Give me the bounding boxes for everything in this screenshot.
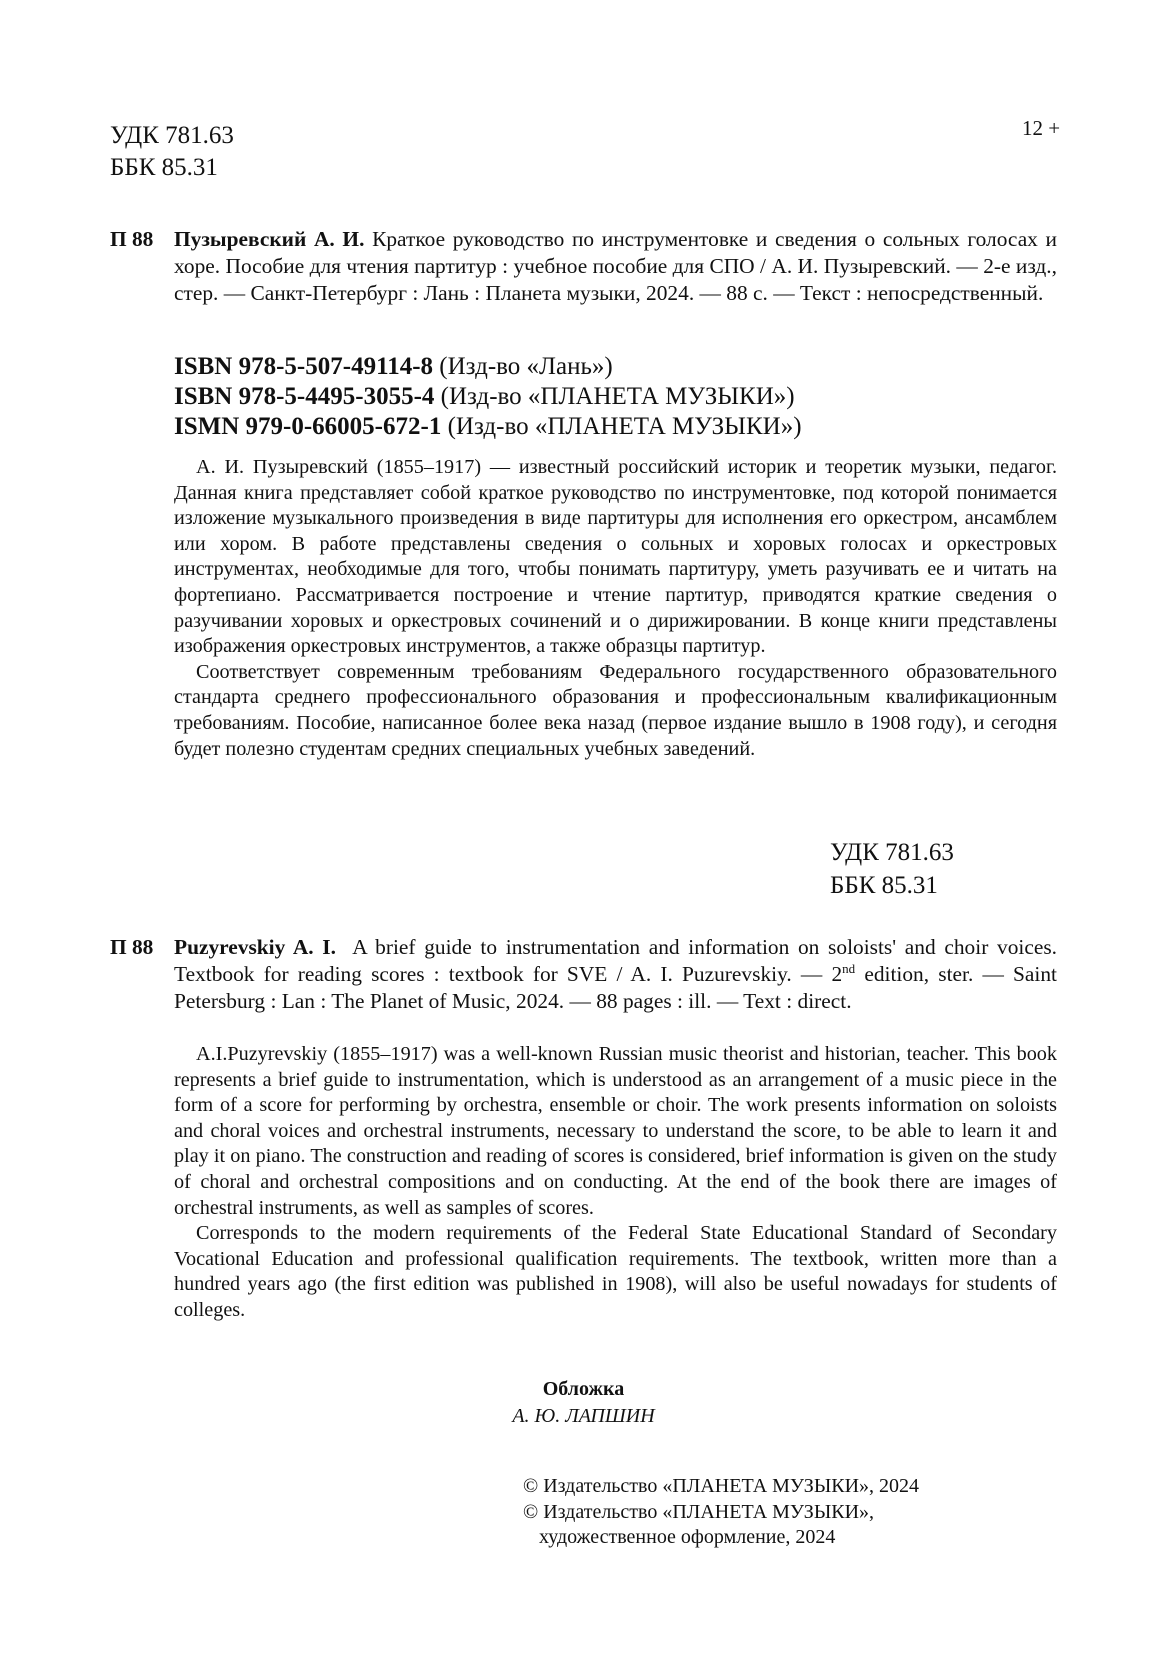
abstract-paragraph: А. И. Пузыревский (1855–1917) — известный российский историк и теоретик музыки, педагог. Данная книга представляет собой краткое руководство по инструментовке, под которой понимается изложение музыкального произведения в виде партитуры для исполнения его оркестром, ансамблем или хором. В работе представлены сведения о сольных и хоровых голосах и оркестровых инструментах, необходимые для того, чтобы понимать партитуру, уметь разучивать ее и читать на фортепиано. Рассматривается построение и чтение партитур, приводятся краткие сведения о разучивании хоровых и оркестровых сочинений и о дирижировании. В конце книги представлены изображения оркестровых инструментов, а также образцы партитур.: [174, 456, 1057, 658]
abstract-paragraph: Corresponds to the modern requirements of the Federal State Educational Standard of Secondary Vocational Education and professional qualification requirements. The textbook, written more than a hundred years ago (the first edition was published in 1908), will also be useful nowadays for students of colleges.: [174, 1222, 1057, 1321]
entry-description-rest: edition, ster. — Saint Petersburg : Lan : The Planet of Music, 2024. — 88 pages : ill. — Text : direct.: [174, 962, 1057, 1013]
classification-codes-repeat: [830, 836, 954, 902]
copyright-line: © Издательство «ПЛАНЕТА МУЗЫКИ»,: [523, 1500, 875, 1523]
russian-abstract: [174, 455, 1057, 762]
age-rating: 12 +: [1022, 116, 1061, 140]
ismn-publisher: (Изд-во «ПЛАНЕТА МУЗЫКИ»): [447, 413, 802, 440]
russian-bibliographic-entry: [110, 226, 1057, 307]
english-bibliographic-entry: [110, 934, 1057, 1015]
ismn-line: [174, 412, 802, 442]
isbn-publisher: (Изд-во «ПЛАНЕТА МУЗЫКИ»): [440, 383, 795, 410]
bbk-code: ББК 85.31: [110, 154, 218, 181]
entry-description: A brief guide to instrumentation and information on soloists' and choir voices. Textbook for reading scores : textbook for SVE / A. I. Puzurevskiy. — 2: [174, 935, 1057, 986]
isbn-code: ISBN 978-5-507-49114-8: [174, 353, 434, 380]
classification-codes: [110, 120, 234, 184]
isbn-line: [174, 382, 802, 412]
isbn-list: [174, 352, 802, 442]
entry-author: Пузыревский А. И.: [174, 227, 365, 251]
abstract-paragraph: A.I.Puzyrevskiy (1855–1917) was a well-known Russian music theorist and historian, teacher. This book represents a brief guide to instrumentation, which is understood as an arrangement of a music piece in the form of a score for performing by orchestra, ensemble or choir. The work presents information on soloists and choral voices and orchestral instruments, necessary to understand the score, to be able to learn it and play it on piano. The construction and reading of scores is considered, brief information is given on the study of choral and orchestral compositions and on conducting. At the end of the book there are images of orchestral instruments, as well as samples of scores.: [174, 1043, 1057, 1219]
entry-code: П 88: [110, 227, 154, 251]
copyright-notice: [523, 1474, 919, 1551]
isbn-code: ISBN 978-5-4495-3055-4: [174, 383, 435, 410]
isbn-publisher: (Изд-во «Лань»): [439, 353, 613, 380]
copyright-line: художественное оформление, 2024: [539, 1526, 836, 1548]
entry-author: Puzyrevskiy A. I.: [174, 935, 336, 959]
ordinal-suffix: nd: [842, 960, 856, 976]
entry-code: П 88: [110, 935, 154, 959]
bbk-code: ББК 85.31: [830, 872, 938, 899]
copyright-line: © Издательство «ПЛАНЕТА МУЗЫКИ», 2024: [523, 1475, 920, 1497]
udk-code: УДК 781.63: [110, 122, 234, 149]
abstract-paragraph: Соответствует современным требованиям Федерального государственного образовательного стандарта среднего профессионального образования и профессиональным квалификационным требованиям. Пособие, написанное более века назад (первое издание вышло в 1908 году), и сегодня будет полезно студентам средних специальных учебных заведений.: [174, 660, 1057, 760]
cover-credit-name: А. Ю. ЛАПШИН: [512, 1405, 655, 1427]
cover-credit-title: Обложка: [542, 1378, 625, 1400]
english-abstract: [174, 1042, 1057, 1324]
entry-description: Краткое руководство по инструментовке и сведения о сольных голосах и хоре. Пособие для чтения партитур : учебное пособие для СПО / А. И. Пузыревский. — 2-е изд., стер. — Санкт-Петербург : Лань : Планета музыки, 2024. — 88 с. — Текст : непосредственный.: [174, 227, 1057, 305]
ismn-code: ISMN 979-0-66005-672-1: [174, 413, 442, 440]
isbn-line: [174, 352, 802, 382]
cover-credit: [0, 1376, 1167, 1430]
udk-code: УДК 781.63: [830, 839, 954, 866]
